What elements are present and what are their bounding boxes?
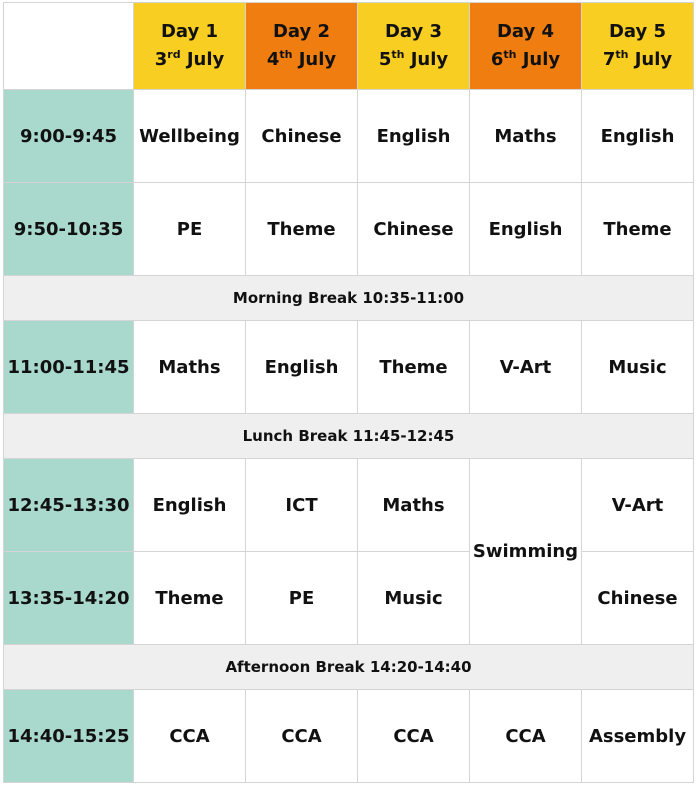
lesson-row bbox=[4, 690, 694, 783]
subject-cell: English bbox=[470, 183, 582, 276]
subject-cell: English bbox=[246, 321, 358, 414]
subject-cell: ICT bbox=[246, 459, 358, 552]
day-date: 5th July bbox=[378, 48, 449, 70]
header-row bbox=[4, 3, 694, 90]
break-row-lunch bbox=[4, 414, 694, 459]
time-cell: 9:50-10:35 bbox=[4, 183, 134, 276]
time-cell: 9:00-9:45 bbox=[4, 90, 134, 183]
subject-cell: Theme bbox=[246, 183, 358, 276]
day-date: 3rd July bbox=[154, 48, 225, 70]
subject-cell: Maths bbox=[358, 459, 470, 552]
day-date: 6th July bbox=[490, 48, 561, 70]
subject-cell: Music bbox=[358, 552, 470, 645]
break-row-afternoon bbox=[4, 645, 694, 690]
day-title: Day 3 bbox=[384, 21, 443, 42]
break-label: Morning Break 10:35-11:00 bbox=[4, 276, 694, 321]
subject-cell: Music bbox=[582, 321, 694, 414]
day-title: Day 5 bbox=[608, 21, 667, 42]
day-title: Day 1 bbox=[160, 21, 219, 42]
subject-cell: Wellbeing bbox=[134, 90, 246, 183]
subject-cell: PE bbox=[246, 552, 358, 645]
day-title: Day 4 bbox=[496, 21, 555, 42]
subject-cell: V-Art bbox=[470, 321, 582, 414]
subject-cell: English bbox=[134, 459, 246, 552]
day-header-1 bbox=[134, 3, 246, 90]
lesson-row bbox=[4, 183, 694, 276]
subject-cell: Chinese bbox=[246, 90, 358, 183]
subject-cell: Maths bbox=[134, 321, 246, 414]
subject-cell: Maths bbox=[470, 90, 582, 183]
subject-cell: Theme bbox=[134, 552, 246, 645]
subject-cell: V-Art bbox=[582, 459, 694, 552]
subject-cell: CCA bbox=[470, 690, 582, 783]
time-cell: 11:00-11:45 bbox=[4, 321, 134, 414]
day-header-3 bbox=[358, 3, 470, 90]
subject-cell-swimming: Swimming bbox=[470, 459, 582, 645]
subject-cell: Chinese bbox=[358, 183, 470, 276]
day-date: 7th July bbox=[602, 48, 673, 70]
day-header-4 bbox=[470, 3, 582, 90]
lesson-row bbox=[4, 321, 694, 414]
time-cell: 14:40-15:25 bbox=[4, 690, 134, 783]
subject-cell: Theme bbox=[358, 321, 470, 414]
break-label: Lunch Break 11:45-12:45 bbox=[4, 414, 694, 459]
lesson-row bbox=[4, 459, 694, 552]
subject-cell: PE bbox=[134, 183, 246, 276]
day-title: Day 2 bbox=[272, 21, 331, 42]
subject-cell: English bbox=[358, 90, 470, 183]
timetable bbox=[3, 2, 694, 783]
subject-cell: English bbox=[582, 90, 694, 183]
time-cell: 13:35-14:20 bbox=[4, 552, 134, 645]
subject-cell: CCA bbox=[358, 690, 470, 783]
time-cell: 12:45-13:30 bbox=[4, 459, 134, 552]
corner-cell bbox=[4, 3, 134, 90]
subject-cell: CCA bbox=[134, 690, 246, 783]
subject-cell: Theme bbox=[582, 183, 694, 276]
break-label: Afternoon Break 14:20-14:40 bbox=[4, 645, 694, 690]
break-row-morning bbox=[4, 276, 694, 321]
day-header-5 bbox=[582, 3, 694, 90]
lesson-row bbox=[4, 552, 694, 645]
subject-cell: CCA bbox=[246, 690, 358, 783]
lesson-row bbox=[4, 90, 694, 183]
day-date: 4th July bbox=[266, 48, 337, 70]
subject-cell: Assembly bbox=[582, 690, 694, 783]
subject-cell: Chinese bbox=[582, 552, 694, 645]
day-header-2 bbox=[246, 3, 358, 90]
